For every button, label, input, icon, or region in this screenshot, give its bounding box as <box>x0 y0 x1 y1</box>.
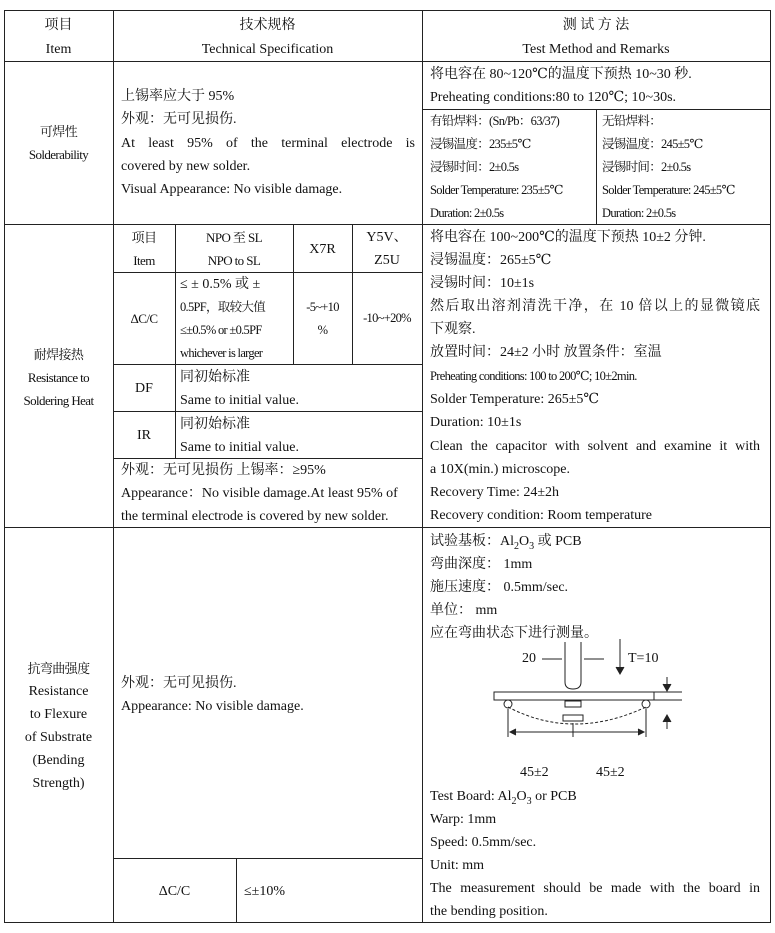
resistance-test-line: 放置时间：24±2 小时 放置条件：室温 <box>430 345 662 360</box>
test-board-en-value: or PCB <box>531 789 577 804</box>
header-test-en: Test Method and Remarks <box>522 42 670 57</box>
header-spec-en: Technical Specification <box>201 42 334 57</box>
y5v-value: -10~+20% <box>363 311 411 325</box>
ir-label: IR <box>137 428 151 443</box>
npo-value: whichever is larger <box>180 346 263 360</box>
header-spec-cn: 技术规格 <box>239 18 296 33</box>
rule <box>113 364 422 365</box>
leaded-line: Solder Temperature: 235±5℃ <box>430 183 563 197</box>
flexure-item-en: to Flexure <box>29 707 88 722</box>
flexure-spec-cn: 外观：无可见损伤. <box>121 676 237 691</box>
solderability-preheat-cn: 将电容在 80~120℃的温度下预热 10~30 秒. <box>430 67 692 82</box>
npo-value: 0.5PF，取较大值 <box>180 300 266 314</box>
rule <box>770 10 771 923</box>
dim-20-label: 20 <box>522 651 536 666</box>
support-right <box>642 700 650 708</box>
flexure-cn-line: 单位： mm <box>430 603 498 618</box>
resistance-test-line: Solder Temperature: 265±5℃ <box>430 392 600 407</box>
rule <box>113 858 422 859</box>
sub-item-en: Item <box>133 253 155 268</box>
force-arrow <box>616 667 624 674</box>
rule <box>4 61 771 62</box>
flexure-en-line: Unit: mm <box>430 858 485 873</box>
test-board-en: Test Board: $Al_2O_3$ or PCB <box>430 789 577 807</box>
test-board-label: 试验基板： <box>430 534 500 549</box>
flexure-cn-line: 弯曲深度： 1mm <box>430 557 533 572</box>
solderability-spec-line: At least 95% of the terminal electrode is <box>121 136 415 151</box>
flexure-cn-line: 应在弯曲状态下进行测量。 <box>430 626 598 641</box>
flexure-item-en: of Substrate <box>24 730 93 745</box>
npo-value: ≤±0.5% or ±0.5PF <box>180 323 262 337</box>
leaded-line: Duration: 2±0.5s <box>430 206 504 220</box>
sub-item-cn: 项目 <box>131 230 157 245</box>
npo-header: NPO 至 SL <box>206 230 262 245</box>
warp-arrowhead <box>663 684 671 691</box>
y5v-header: Y5V、 <box>366 230 408 245</box>
y5v-header: Z5U <box>374 253 400 268</box>
solderability-item-cn: 可焊性 <box>39 124 78 139</box>
span-arrow <box>638 729 644 735</box>
resistance-test-line: Duration: 10±1s <box>430 415 522 430</box>
rule <box>596 109 597 224</box>
capacitor <box>565 701 581 707</box>
solderability-spec-line: 上锡率应大于 95% <box>121 89 235 104</box>
solderability-preheat-en: Preheating conditions:80 to 120℃; 10~30s. <box>430 90 677 105</box>
leadfree-line: 浸锡温度：245±5℃ <box>602 137 703 151</box>
x7r-value: % <box>317 323 328 337</box>
bending-test-diagram <box>482 637 732 757</box>
df-en: Same to initial value. <box>180 393 299 408</box>
dcc-label: ΔC/C <box>130 311 158 326</box>
rule <box>113 272 422 273</box>
rule <box>113 10 114 923</box>
resistance-test-line: 下观察. <box>430 322 476 337</box>
flexure-dcc-label: ΔC/C <box>158 884 191 899</box>
df-cn: 同初始标准 <box>180 370 250 385</box>
span-arrow <box>510 729 516 735</box>
npo-value: ≤ ± 0.5% 或 ± <box>180 277 261 292</box>
test-board-value: 或 PCB <box>534 534 582 549</box>
flexure-item-en: (Bending <box>32 753 85 768</box>
resistance-item-en: Soldering Heat <box>23 393 94 408</box>
force-label: T=10 <box>628 651 659 666</box>
npo-header: NPO to SL <box>207 253 261 268</box>
resistance-test-line: 浸锡温度：265±5℃ <box>430 253 552 268</box>
leadfree-line: 无铅焊料： <box>602 114 662 128</box>
resistance-item-en: Resistance to <box>27 370 90 385</box>
leadfree-line: Duration: 2±0.5s <box>602 206 676 220</box>
flexure-en-line: The measurement should be made with the board in <box>430 881 760 896</box>
rule <box>4 10 771 11</box>
flexure-en-line: Speed: 0.5mm/sec. <box>430 835 537 850</box>
header-test-cn: 测 试 方 法 <box>562 18 630 33</box>
solderability-item-en: Solderability <box>28 147 89 162</box>
rule <box>4 922 771 923</box>
rule <box>422 10 423 923</box>
resistance-test-line: Clean the capacitor with solvent and examine it with <box>430 439 760 454</box>
df-label: DF <box>135 381 153 396</box>
solderability-spec-line: covered by new solder. <box>121 159 251 174</box>
rule <box>236 858 237 922</box>
resistance-test-line: 然后取出溶剂清洗干净，在 10 倍以上的显微镜底 <box>430 299 760 314</box>
resistance-test-line: Recovery condition: Room temperature <box>430 508 652 523</box>
appearance-line: Appearance：No visible damage.At least 95% of <box>121 486 398 501</box>
solderability-spec-line: 外观：无可见损伤. <box>121 112 237 127</box>
warp-arrowhead <box>663 715 671 722</box>
span-label-right: 45±2 <box>596 765 625 780</box>
test-board <box>494 692 654 700</box>
leadfree-line: 浸锡时间：2±0.5s <box>602 160 691 174</box>
capacitor-base <box>563 715 583 721</box>
resistance-test-line: Preheating conditions: 100 to 200℃; 10±2min. <box>430 369 637 383</box>
x7r-header: X7R <box>309 242 336 257</box>
span-label-left: 45±2 <box>520 765 549 780</box>
ir-en: Same to initial value. <box>180 440 299 455</box>
ir-cn: 同初始标准 <box>180 417 250 432</box>
flexure-en-line: Warp: 1mm <box>430 812 497 827</box>
solderability-spec-line: Visual Appearance: No visible damage. <box>121 182 343 197</box>
resistance-item-cn: 耐焊接热 <box>33 347 84 362</box>
resistance-test-line: Recovery Time: 24±2h <box>430 485 560 500</box>
flexure-item-cn: 抗弯曲强度 <box>27 661 90 676</box>
header-item-en: Item <box>45 42 72 57</box>
support-left <box>504 700 512 708</box>
flexure-item-en: Resistance <box>28 684 89 699</box>
flexure-item-en: Strength) <box>32 776 85 791</box>
leaded-line: 浸锡温度：235±5℃ <box>430 137 531 151</box>
appearance-line: the terminal electrode is covered by new solder. <box>121 509 389 524</box>
test-board-cn: 试验基板：$Al_2O_3$ 或 PCB <box>430 534 582 552</box>
resistance-test-line: 将电容在 100~200℃的温度下预热 10±2 分钟. <box>430 230 706 245</box>
flexure-spec-en: Appearance: No visible damage. <box>121 699 304 714</box>
header-item-cn: 项目 <box>44 18 73 33</box>
leaded-line: 浸锡时间：2±0.5s <box>430 160 519 174</box>
x7r-value: -5~+10 <box>306 300 339 314</box>
flexure-cn-line: 施压速度： 0.5mm/sec. <box>430 580 569 595</box>
flexure-en-line: the bending position. <box>430 904 548 919</box>
resistance-test-line: a 10X(min.) microscope. <box>430 462 570 477</box>
resistance-test-line: 浸锡时间：10±1s <box>430 276 535 291</box>
test-board-en-label: Test Board: <box>430 789 498 804</box>
pressing-head <box>565 642 581 689</box>
leaded-line: 有铅焊料：(Sn/Pb：63/37) <box>430 114 560 128</box>
flexure-dcc-value: ≤±10% <box>244 884 286 899</box>
leadfree-line: Solder Temperature: 245±5℃ <box>602 183 735 197</box>
appearance-line: 外观：无可见损伤 上锡率：≥95% <box>121 463 326 478</box>
